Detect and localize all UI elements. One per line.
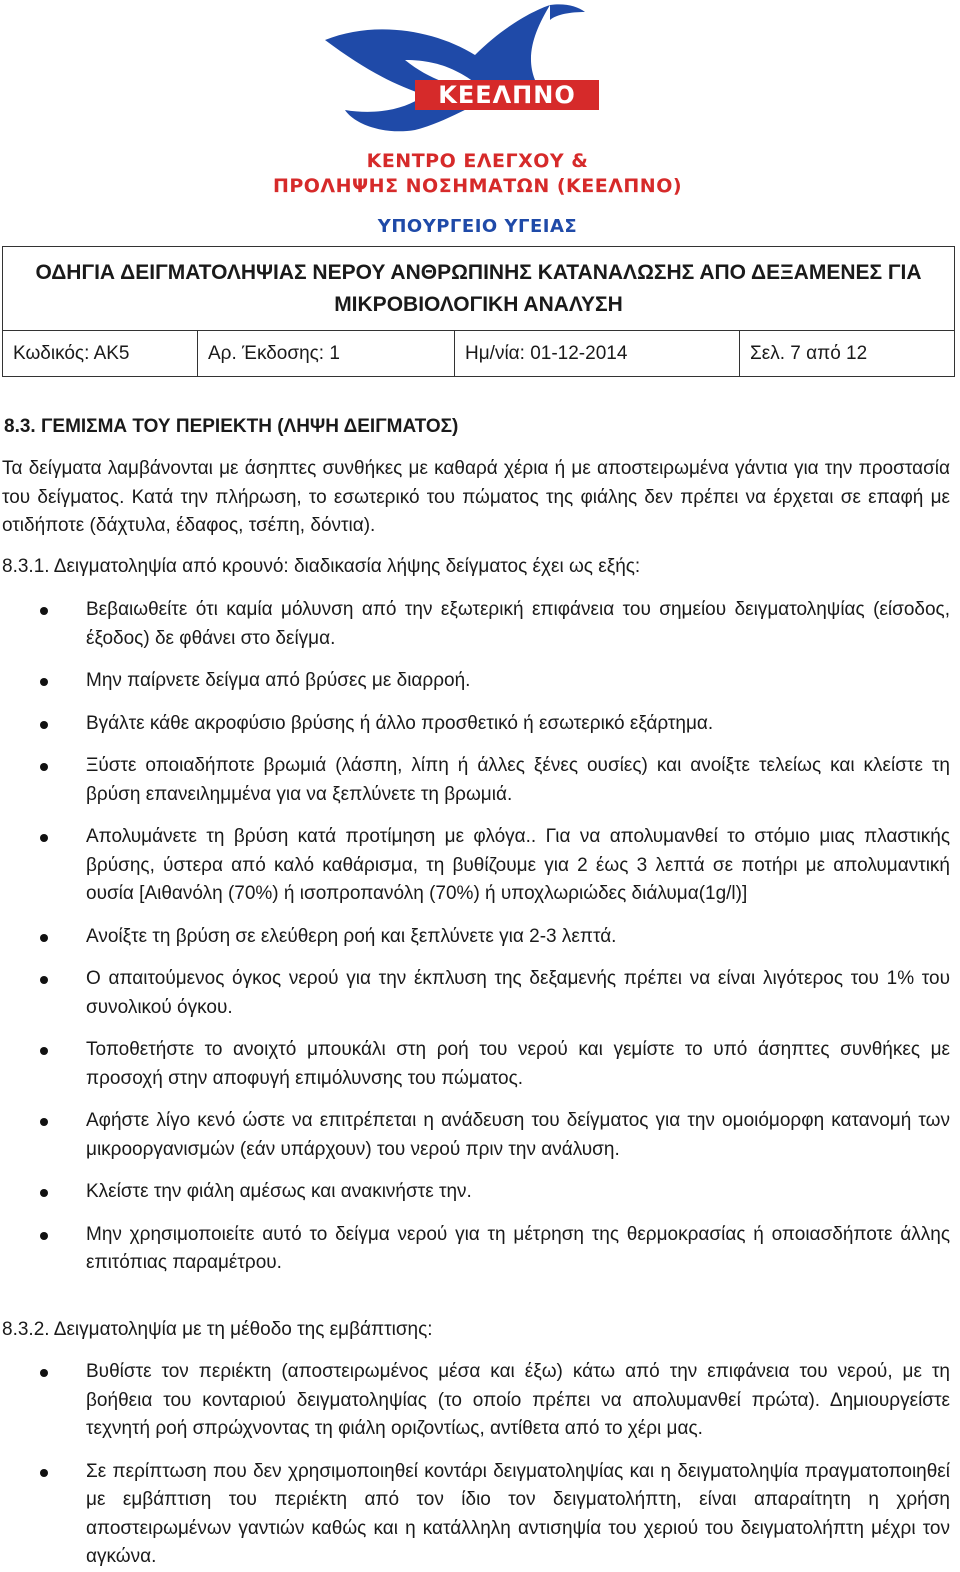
bullet-icon (40, 1469, 48, 1477)
bullet-icon (40, 934, 48, 942)
keelpno-logo (205, 0, 750, 243)
bullet-icon (40, 1047, 48, 1055)
bullet-icon (40, 607, 48, 615)
document-code: Κωδικός: ΑΚ5 (3, 331, 198, 377)
subsection-heading-2: 8.3.2. Δειγματοληψία με τη μέθοδο της εμβάπτισης: (2, 1319, 433, 1340)
logo-line-2: ΠΡΟΛΗΨΗΣ ΝΟΣΗΜΑΤΩΝ (ΚΕΕΛΠΝΟ) (272, 175, 683, 197)
document-title: ΟΔΗΓΙΑ ΔΕΙΓΜΑΤΟΛΗΨΙΑΣ ΝΕΡΟΥ ΑΝΘΡΩΠΙΝΗΣ ΚΑΤΑΝΑΛΩΣΗΣ ΑΠΟ ΔΕΞΑΜΕΝΕΣ ΓΙΑ ΜΙΚΡΟΒΙΟΛΟΓΙΚΗ ΑΝΑΛΥΣΗ (3, 247, 955, 331)
bullet-icon (40, 976, 48, 984)
subsection-heading-1: 8.3.1. Δειγματοληψία από κρουνό: διαδικασία λήψης δείγματος έχει ως εξής: (2, 556, 641, 577)
list-item: Μην χρησιμοποιείτε αυτό το δείγμα νερού για τη μέτρηση της θερμοκρασίας ή οποιασδήποτε άλλης επιτόπιας παραμέτρου. (0, 1221, 950, 1278)
immersion-sampling-steps (0, 1358, 950, 1572)
dove-icon (205, 0, 750, 150)
bullet-icon (40, 678, 48, 686)
logo-line-1: ΚΕΝΤΡΟ ΕΛΕΓΧΟΥ & (366, 150, 589, 172)
bullet-icon (40, 1118, 48, 1126)
list-item: Τοποθετήστε το ανοιχτό μπουκάλι στη ροή του νερού και γεμίστε το υπό άσηπτες συνθήκες με προσοχή στην αποφυγή επιμόλυνσης του πώματος. (0, 1036, 950, 1093)
list-item: Κλείστε την φιάλη αμέσως και ανακινήστε την. (0, 1178, 950, 1207)
bullet-icon (40, 1232, 48, 1240)
bullet-icon (40, 721, 48, 729)
tap-sampling-steps (0, 596, 950, 1278)
bullet-icon (40, 1189, 48, 1197)
list-item: Σε περίπτωση που δεν χρησιμοποιηθεί κοντάρι δειγματοληψίας και η δειγματοληψία πραγματοποιηθεί με εμβάπτιση του περιέκτη από τον ίδιο τον δειγματολήπτη, είναι απαραίτητη η χρήση αποστειρωμένων γαντιών καθώς και η κατάλληλη αντισηψία του χεριού του δειγματολήπτη μέχρι τον αγκώνα. (0, 1458, 950, 1572)
list-item: Βυθίστε τον περιέκτη (αποστειρωμένος μέσα και έξω) κάτω από την επιφάνεια του νερού, με τη βοήθεια του κονταριού δειγματοληψίας (το οποίο πρέπει να απολυμανθεί πρώτα). Δημιουργείστε τεχνητή ροή σπρώχνοντας τη φιάλη οριζοντίως, αντίθετα από το χέρι μας. (0, 1358, 950, 1444)
list-item: Απολυμάνετε τη βρύση κατά προτίμηση με φλόγα.. Για να απολυμανθεί το στόμιο μιας πλαστικής βρύσης, ύστερα από καλό καθάρισμα, τη βυθίζουμε για 2 έως 3 λεπτά σε ποτήρι με απολυμαντική ουσία [Αιθανόλη (70%) ή ισοπροπανόλη (70%) ή υποχλωριώδες διάλυμα(1g/l)] (0, 823, 950, 909)
section-heading: 8.3. ΓΕΜΙΣΜΑ ΤΟΥ ΠΕΡΙΕΚΤΗ (ΛΗΨΗ ΔΕΙΓΜΑΤΟΣ) (4, 416, 459, 437)
bullet-icon (40, 763, 48, 771)
list-item: Αφήστε λίγο κενό ώστε να επιτρέπεται η ανάδευση του δείγματος για την ομοιόμορφη κατανομή των μικροοργανισμών (εάν υπάρχουν) του νερού πριν την ανάλυση. (0, 1107, 950, 1164)
document-header-table (2, 246, 955, 377)
list-item: Ανοίξτε τη βρύση σε ελεύθερη ροή και ξεπλύνετε για 2-3 λεπτά. (0, 923, 950, 952)
list-item: Ξύστε οποιαδήποτε βρωμιά (λάσπη, λίπη ή άλλες ξένες ουσίες) και ανοίξτε τελείως και κλείστε τη βρύση επανειλημμένα για να ξεπλύνετε τη βρωμιά. (0, 752, 950, 809)
issue-date: Ημ/νία: 01-12-2014 (455, 331, 740, 377)
edition-number: Αρ. Έκδοσης: 1 (198, 331, 455, 377)
list-item: Ο απαιτούμενος όγκος νερού για την έκπλυση της δεξαμενής πρέπει να είναι λιγότερος του 1% του συνολικού όγκου. (0, 965, 950, 1022)
logo-badge: ΚΕΕΛΠΝΟ (415, 80, 599, 110)
list-item: Μην παίρνετε δείγμα από βρύσες με διαρροή. (0, 667, 950, 696)
logo-line-3: ΥΠΟΥΡΓΕΙΟ ΥΓΕΙΑΣ (377, 216, 578, 237)
page-number: Σελ. 7 από 12 (740, 331, 955, 377)
intro-paragraph: Τα δείγματα λαμβάνονται με άσηπτες συνθήκες με καθαρά χέρια ή με αποστειρωμένα γάντια για την προστασία του δείγματος. Κατά την πλήρωση, το εσωτερικό του πώματος της φιάλης δεν πρέπει να έρχεται σε επαφή με οτιδήποτε (δάχτυλα, έδαφος, τσέπη, δόντια). (2, 458, 950, 536)
list-item: Βεβαιωθείτε ότι καμία μόλυνση από την εξωτερική επιφάνεια του σημείου δειγματοληψίας (είσοδος, έξοδος) δε φθάνει στο δείγμα. (0, 596, 950, 653)
bullet-icon (40, 1369, 48, 1377)
bullet-icon (40, 834, 48, 842)
list-item: Βγάλτε κάθε ακροφύσιο βρύσης ή άλλο προσθετικό ή εσωτερικό εξάρτημα. (0, 710, 950, 739)
